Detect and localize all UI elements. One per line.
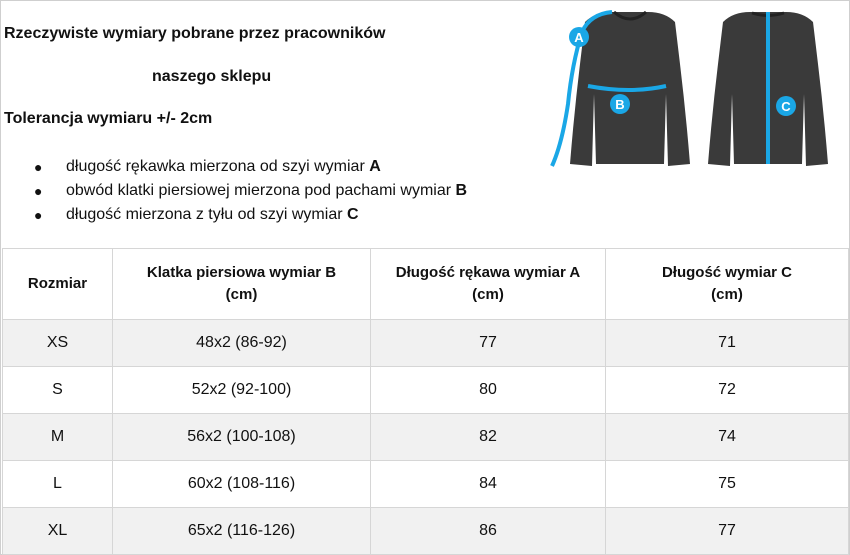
measurement-item-b: ● obwód klatki piersiowej mierzona pod pachami wymiar B	[34, 179, 467, 203]
cell-size: M	[3, 414, 113, 461]
header-size: Rozmiar	[3, 249, 113, 320]
svg-text:A: A	[574, 30, 584, 45]
cell-size: S	[3, 367, 113, 414]
cell-length: 77	[606, 508, 849, 555]
table-row	[3, 320, 849, 367]
cell-sleeve: 80	[371, 367, 606, 414]
bullet-icon: ●	[34, 207, 43, 223]
cell-size: XL	[3, 508, 113, 555]
size-table	[2, 248, 849, 555]
cell-length: 72	[606, 367, 849, 414]
cell-length: 71	[606, 320, 849, 367]
table-row	[3, 414, 849, 461]
cell-sleeve: 77	[371, 320, 606, 367]
table-row	[3, 508, 849, 555]
shirt-diagram	[540, 4, 840, 176]
header-sleeve: Długość rękawa wymiar A (cm)	[371, 249, 606, 320]
cell-length: 75	[606, 461, 849, 508]
cell-sleeve: 82	[371, 414, 606, 461]
cell-length: 74	[606, 414, 849, 461]
cell-chest: 52x2 (92-100)	[113, 367, 371, 414]
header-length: Długość wymiar C (cm)	[606, 249, 849, 320]
cell-size: XS	[3, 320, 113, 367]
cell-chest: 65x2 (116-126)	[113, 508, 371, 555]
bullet-icon: ●	[34, 183, 43, 199]
table-row	[3, 461, 849, 508]
svg-text:B: B	[615, 97, 625, 112]
measurement-item-a: ● długość rękawka mierzona od szyi wymiar A	[34, 155, 467, 179]
header-chest: Klatka piersiowa wymiar B (cm)	[113, 249, 371, 320]
front-shirt-icon	[552, 12, 690, 166]
svg-text:C: C	[781, 99, 791, 114]
bullet-icon: ●	[34, 159, 43, 175]
cell-chest: 48x2 (86-92)	[113, 320, 371, 367]
cell-chest: 60x2 (108-116)	[113, 461, 371, 508]
back-shirt-icon	[708, 12, 828, 166]
measurement-item-c: ● długość mierzona z tyłu od szyi wymiar C	[34, 203, 467, 227]
title-line-1: Rzeczywiste wymiary pobrane przez pracowników	[4, 25, 386, 42]
cell-sleeve: 86	[371, 508, 606, 555]
table-row	[3, 367, 849, 414]
measurement-list	[34, 155, 467, 227]
cell-size: L	[3, 461, 113, 508]
cell-sleeve: 84	[371, 461, 606, 508]
title-line-2: naszego sklepu	[152, 68, 272, 85]
table-header-row	[3, 249, 849, 320]
cell-chest: 56x2 (100-108)	[113, 414, 371, 461]
header-section	[0, 0, 850, 248]
tolerance-note: Tolerancja wymiaru +/- 2cm	[4, 110, 213, 127]
